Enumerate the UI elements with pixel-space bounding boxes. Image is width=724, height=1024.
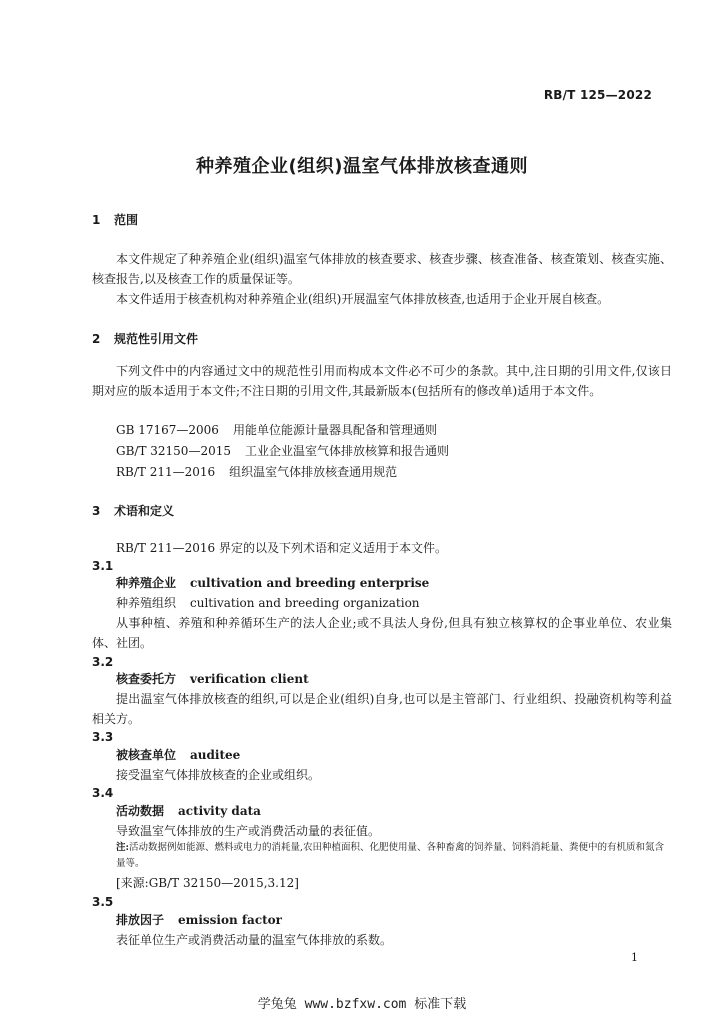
reference-title: 用能单位能源计量器具配备和管理通则 <box>232 423 437 437</box>
term-zh: 核查委托方 <box>116 672 177 686</box>
term-zh: 活动数据 <box>116 804 165 818</box>
reference-title: 组织温室气体排放核查通用规范 <box>229 465 398 479</box>
admitted-term-en: cultivation and breeding organization <box>190 596 420 610</box>
term-entry <box>116 573 429 593</box>
section-title: 术语和定义 <box>114 504 175 518</box>
term-source: [来源:GB/T 32150—2015,3.12] <box>116 876 299 890</box>
section-1-heading <box>92 211 138 228</box>
section-3-heading <box>92 502 174 519</box>
section-number: 2 <box>92 332 101 346</box>
admitted-term-entry <box>116 593 420 613</box>
section-2-heading <box>92 330 198 347</box>
reference-item <box>116 462 397 482</box>
term-en: emission factor <box>178 913 282 927</box>
scope-paragraph-2: 本文件适用于核查机构对种养殖企业(组织)开展温室气体排放核查,也适用于企业开展自核查。 <box>116 292 610 306</box>
term-entry <box>116 669 309 689</box>
term-zh: 排放因子 <box>116 913 165 927</box>
page-title: 种养殖企业(组织)温室气体排放核查通则 <box>196 156 528 177</box>
note <box>116 840 666 872</box>
clause-number: 3.5 <box>92 895 114 909</box>
term-definition: 从事种植、养殖和种养循环生产的法人企业;或不具法人身份,但具有独立核算权的企事业单位、农业集体、社团。 <box>92 616 672 650</box>
term-definition: 提出温室气体排放核查的组织,可以是企业(组织)自身,也可以是主管部门、行业组织、投融资机构等利益相关方。 <box>92 692 672 726</box>
clause-number: 3.1 <box>92 559 114 573</box>
note-text: 活动数据例如能源、燃料或电力的消耗量,农田种植面积、化肥使用量、各种畜禽的饲养量、饲料消耗量、粪便中的有机质和氮含量等。 <box>116 842 665 869</box>
clause-number: 3.2 <box>92 655 114 669</box>
reference-item <box>116 441 449 461</box>
term-en: verification client <box>190 672 309 686</box>
reference-title: 工业企业温室气体排放核算和报告通则 <box>244 444 449 458</box>
term-entry <box>116 801 261 821</box>
page-number: 1 <box>631 951 638 964</box>
section-title: 范围 <box>114 213 139 227</box>
term-definition: 接受温室气体排放核查的企业或组织。 <box>116 768 321 782</box>
term-zh: 种养殖企业 <box>116 576 177 590</box>
section-title: 规范性引用文件 <box>114 332 199 346</box>
section-number: 1 <box>92 213 101 227</box>
clause-number: 3.4 <box>92 786 114 800</box>
footer-watermark: 学兔兔 www.bzfxw.com 标准下载 <box>257 997 467 1012</box>
reference-code: GB/T 32150—2015 <box>116 444 231 458</box>
terms-intro-paragraph: RB/T 211—2016 界定的以及下列术语和定义适用于本文件。 <box>116 541 447 555</box>
note-label: 注: <box>116 842 130 853</box>
term-entry <box>116 910 282 930</box>
term-definition: 表征单位生产或消费活动量的温室气体排放的系数。 <box>116 933 393 947</box>
term-definition: 导致温室气体排放的生产或消费活动量的表征值。 <box>116 824 381 838</box>
section-number: 3 <box>92 504 101 518</box>
reference-code: GB 17167—2006 <box>116 423 219 437</box>
reference-code: RB/T 211—2016 <box>116 465 216 479</box>
term-en: activity data <box>178 804 261 818</box>
scope-paragraph-1: 本文件规定了种养殖企业(组织)温室气体排放的核查要求、核查步骤、核查准备、核查策划、核查实施、核查报告,以及核查工作的质量保证等。 <box>92 252 672 286</box>
term-entry <box>116 745 240 765</box>
normative-references-paragraph: 下列文件中的内容通过文中的规范性引用而构成本文件必不可少的条款。其中,注日期的引用文件,仅该日期对应的版本适用于本文件;不注日期的引用文件,其最新版本(包括所有的修改单)适用于本文件。 <box>92 364 672 398</box>
standard-code: RB/T 125—2022 <box>543 88 652 102</box>
term-en: auditee <box>190 748 241 762</box>
reference-item <box>116 420 437 440</box>
admitted-term-zh: 种养殖组织 <box>116 596 177 610</box>
clause-number: 3.3 <box>92 730 114 744</box>
term-zh: 被核查单位 <box>116 748 177 762</box>
term-en: cultivation and breeding enterprise <box>190 576 430 590</box>
